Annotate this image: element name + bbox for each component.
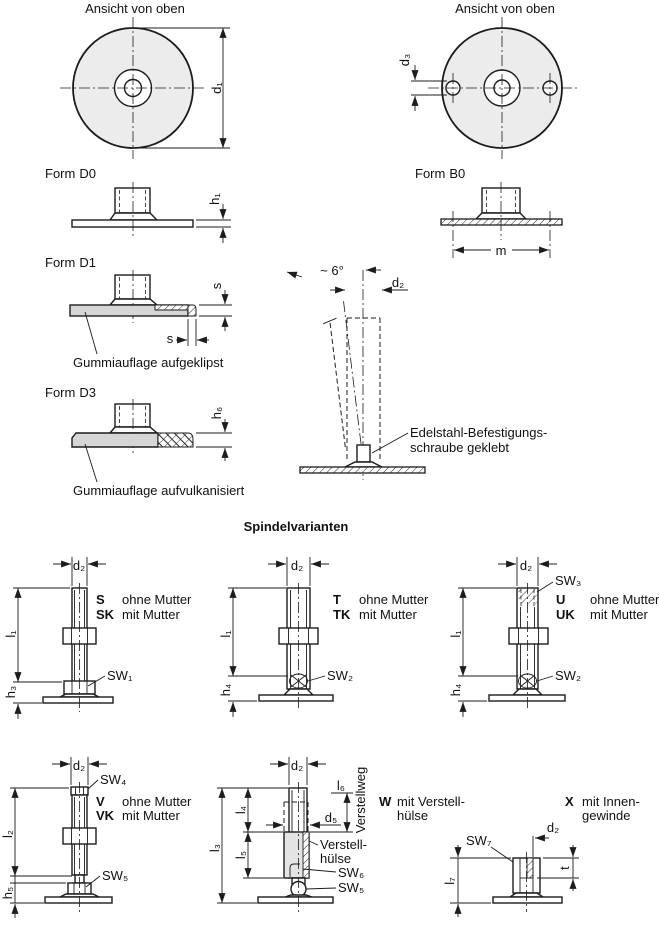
- form-d1-label: Form D1: [45, 255, 96, 270]
- base-plate: [258, 897, 333, 903]
- t-dimension-label: t: [557, 866, 572, 870]
- screw-caption-line2: schraube geklebt: [410, 440, 510, 455]
- sleeve-caption-line1: Verstell-: [320, 837, 367, 852]
- form-d3-label: Form D3: [45, 385, 96, 400]
- section-title: Spindelvarianten: [243, 519, 349, 534]
- d2-dimension-label: d₂: [72, 758, 86, 773]
- leader-line: [88, 780, 98, 789]
- desc-s: ohne Mutter: [122, 592, 192, 607]
- leader-line: [86, 876, 100, 887]
- code-tk: TK: [333, 607, 351, 622]
- top-view-right: [397, 1, 578, 159]
- sw5-label: SW₅: [102, 868, 129, 883]
- tilt-diagram: [287, 263, 547, 480]
- top-view-left-title: Ansicht von oben: [85, 1, 185, 16]
- desc-x-line2: gewinde: [582, 808, 631, 823]
- form-b0-label: Form B0: [415, 166, 466, 181]
- sleeve-section-hatch: [303, 832, 309, 878]
- desc-sk: mit Mutter: [122, 607, 180, 622]
- sw4-label: SW₄: [100, 772, 127, 787]
- desc-u: ohne Mutter: [590, 592, 659, 607]
- leader-line: [537, 582, 553, 592]
- base-plate: [493, 897, 562, 903]
- base-plate: [43, 697, 113, 703]
- h6-dimension-label: h₆: [209, 406, 224, 420]
- base-plate: [489, 695, 565, 701]
- d2-dimension-label: d₂: [391, 275, 405, 290]
- tilt-angle-label: ~ 6°: [320, 263, 344, 278]
- s-vertical-dimension-label: s: [209, 282, 224, 290]
- foot-flare: [345, 462, 382, 467]
- top-view-right-title: Ansicht von oben: [455, 1, 555, 16]
- desc-x-line1: mit Innen-: [582, 794, 640, 809]
- leader-line: [491, 847, 513, 862]
- h1-dimension-label: h₁: [207, 193, 222, 205]
- base-plate: [72, 220, 193, 227]
- form-d0: [45, 166, 231, 243]
- base-plate: [45, 897, 112, 903]
- base-plate: [259, 695, 333, 701]
- code-uk: UK: [556, 607, 575, 622]
- rubber-pad-vulcanized: [158, 433, 193, 447]
- variant-v: [0, 757, 192, 918]
- variant-t: [218, 557, 429, 717]
- leader-line: [85, 444, 97, 482]
- top-view-left: [60, 1, 230, 159]
- d2-dimension-label: d₂: [519, 558, 533, 573]
- h5-dimension-label: h₅: [0, 886, 15, 900]
- d2-dimension-label: d₂: [290, 558, 304, 573]
- hex-nut: [509, 628, 548, 644]
- rubber-pad-edge: [188, 305, 196, 316]
- d1-dimension-label: d₁: [209, 82, 224, 94]
- tilted-spindle-phantom: [321, 301, 362, 455]
- desc-tk: mit Mutter: [359, 607, 417, 622]
- l1-dimension-label: l₁: [448, 630, 463, 638]
- l4-dimension-label: l₄: [233, 805, 248, 815]
- variant-w: [207, 757, 465, 912]
- desc-vk: mit Mutter: [122, 808, 180, 823]
- fastening-screw: [357, 445, 370, 462]
- h4-dimension-label: h₄: [218, 683, 233, 697]
- variant-s: [3, 557, 192, 719]
- d2-dimension-label: d₂: [72, 558, 86, 573]
- desc-uk: mit Mutter: [590, 607, 648, 622]
- code-s: S: [96, 592, 105, 607]
- code-sk: SK: [96, 607, 115, 622]
- desc-w-line2: hülse: [397, 808, 429, 823]
- l1-dimension-label: l₁: [3, 630, 18, 638]
- l3-dimension-label: l₃: [207, 843, 222, 853]
- d2-dimension-label: d₂: [546, 820, 560, 835]
- boss-side: [115, 188, 150, 213]
- sw3-label: SW₃: [555, 573, 582, 588]
- form-d1-caption: Gummiauflage aufgeklipst: [73, 355, 224, 370]
- travel-label: Verstellweg: [353, 766, 368, 834]
- code-v: V: [96, 794, 105, 809]
- variant-x: [442, 794, 640, 917]
- leader-line: [372, 433, 408, 453]
- sw7-label: SW₇: [466, 833, 492, 848]
- s-horizontal-dimension-label: s: [166, 331, 174, 346]
- boss-flare: [110, 213, 157, 220]
- leader-line: [306, 888, 336, 889]
- sw1-label: SW₁: [107, 668, 133, 683]
- leader-line: [85, 312, 97, 354]
- code-u: U: [556, 592, 566, 607]
- base-plate-hatched: [300, 467, 425, 473]
- form-d3-caption: Gummiauflage aufvulkanisiert: [73, 483, 245, 498]
- leader-line: [537, 676, 553, 681]
- sleeve-caption-line2: hülse: [320, 851, 352, 866]
- l2-dimension-label: l₂: [0, 830, 15, 838]
- h4-dimension-label: h₄: [448, 683, 463, 697]
- l7-dimension-label: l₇: [442, 877, 457, 885]
- sw6-label: SW₆: [338, 865, 365, 880]
- sw5-label: SW₅: [338, 880, 365, 895]
- d5-dimension-label: d₅: [324, 810, 338, 825]
- l6-dimension-label: l₆: [336, 778, 346, 793]
- sw2-label: SW₂: [555, 668, 581, 683]
- h3-dimension-label: h₃: [3, 685, 18, 699]
- thread-section-hatch: [527, 858, 533, 878]
- screw-caption-line1: Edelstahl-Befestigungs-: [410, 425, 548, 440]
- code-vk: VK: [96, 808, 115, 823]
- form-d0-label: Form D0: [45, 166, 96, 181]
- desc-w-line1: mit Verstell-: [397, 794, 465, 809]
- rubber-pad-top: [155, 305, 188, 310]
- l5-dimension-label: l₅: [233, 850, 248, 860]
- desc-v: ohne Mutter: [122, 794, 192, 809]
- form-b0: [415, 166, 562, 258]
- variant-u: [448, 557, 659, 717]
- leader-line: [309, 841, 318, 845]
- code-t: T: [333, 592, 341, 607]
- sw2-label: SW₂: [327, 668, 353, 683]
- code-x: X: [565, 794, 574, 809]
- form-d3: [45, 385, 245, 498]
- base-plate-hatched: [441, 219, 562, 225]
- l1-dimension-label: l₁: [218, 630, 233, 638]
- desc-t: ohne Mutter: [359, 592, 429, 607]
- d3-dimension-label: d₃: [397, 53, 412, 67]
- m-dimension-label: m: [495, 243, 507, 258]
- d2-dimension-label: d₂: [290, 758, 304, 773]
- code-w: W: [379, 794, 392, 809]
- form-d1: [45, 255, 232, 370]
